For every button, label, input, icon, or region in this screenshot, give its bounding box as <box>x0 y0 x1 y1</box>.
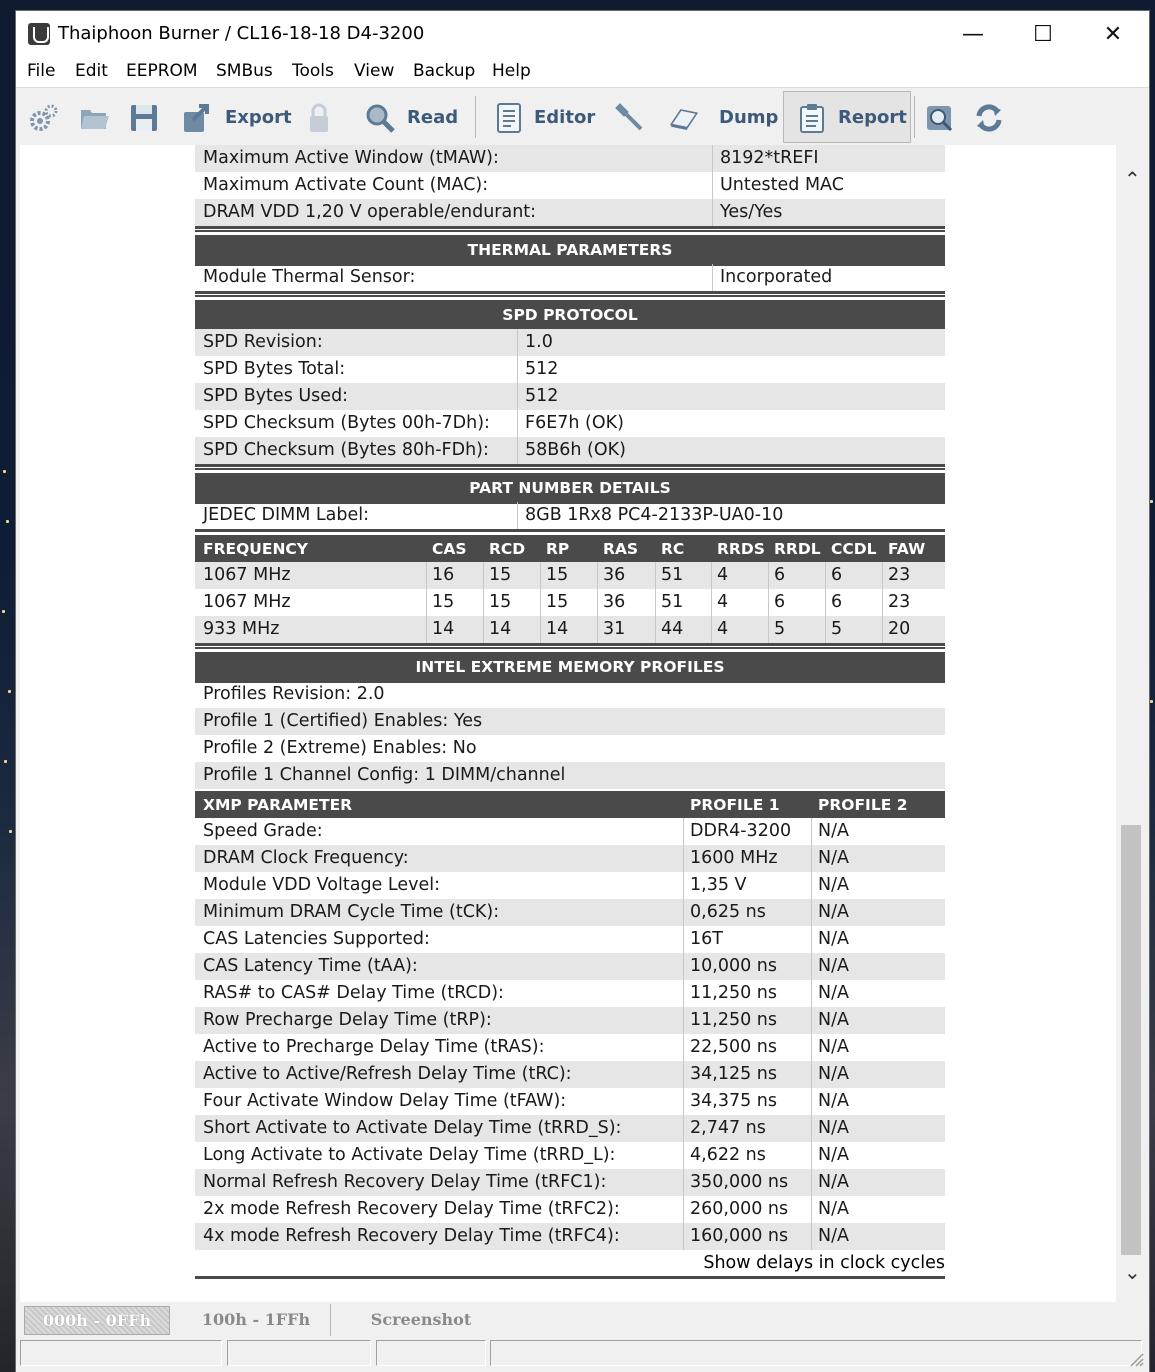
row-label: Module Thermal Sensor: <box>203 267 416 287</box>
section-rule <box>195 291 945 294</box>
section-rule <box>195 1276 945 1279</box>
export-button[interactable]: Export <box>225 107 292 128</box>
frequency-cell: 36 <box>603 592 626 612</box>
xmp-cell: N/A <box>818 875 849 895</box>
cell-divider <box>655 616 656 643</box>
xmp-column-header: XMP PARAMETER <box>203 796 353 814</box>
xmp-info-row <box>195 762 945 789</box>
title-bar[interactable] <box>16 11 1149 57</box>
section-rule <box>195 643 945 646</box>
row-value: Incorporated <box>720 267 833 287</box>
timing-row <box>195 172 945 199</box>
cell-divider <box>426 616 427 643</box>
spd-section-header: SPD PROTOCOL <box>195 297 945 331</box>
cell-divider <box>655 562 656 589</box>
xmp-cell: 160,000 ns <box>690 1226 789 1246</box>
frequency-column-header: RCD <box>489 540 526 558</box>
cell-divider <box>483 616 484 643</box>
cell-divider <box>811 1223 812 1250</box>
cell-divider <box>811 1034 812 1061</box>
cell-divider <box>655 589 656 616</box>
menu-view[interactable]: View <box>354 61 395 81</box>
xmp-cell: N/A <box>818 821 849 841</box>
cell-divider <box>683 953 684 980</box>
xmp-cell: 2,747 ns <box>690 1118 766 1138</box>
xmp-cell: Speed Grade: <box>203 821 323 841</box>
frequency-cell: 36 <box>603 565 626 585</box>
spd-row <box>195 383 945 410</box>
xmp-cell: N/A <box>818 956 849 976</box>
frequency-cell: 15 <box>546 592 569 612</box>
xmp-cell: Active to Precharge Delay Time (tRAS): <box>203 1037 545 1057</box>
xmp-info-row <box>195 681 945 708</box>
cell-divider <box>811 926 812 953</box>
editor-button[interactable]: Editor <box>534 107 596 128</box>
frequency-cell: 6 <box>774 565 786 585</box>
cell-divider <box>683 1142 684 1169</box>
xmp-cell: 34,125 ns <box>690 1064 778 1084</box>
xmp-parameter-row <box>195 1061 945 1088</box>
section-rule <box>195 464 945 467</box>
xmp-cell: N/A <box>818 929 849 949</box>
frequency-cell: 14 <box>489 619 512 639</box>
section-rule <box>195 529 945 532</box>
xmp-parameter-row <box>195 1034 945 1061</box>
xmp-cell: Long Activate to Activate Delay Time (tRRD_L): <box>203 1145 616 1165</box>
xmp-cell: N/A <box>818 848 849 868</box>
menu-help[interactable]: Help <box>492 61 531 81</box>
tab-100h-1ffh[interactable]: 100h - 1FFh <box>201 1310 311 1329</box>
vertical-scrollbar[interactable] <box>1116 145 1148 1302</box>
frequency-cell: 31 <box>603 619 626 639</box>
cell-divider <box>811 953 812 980</box>
read-button[interactable]: Read <box>407 107 459 128</box>
row-label: Profile 1 (Certified) Enables: Yes <box>203 711 483 731</box>
xmp-parameter-row <box>195 1142 945 1169</box>
xmp-cell: 2x mode Refresh Recovery Delay Time (tRFC2): <box>203 1199 620 1219</box>
xmp-cell: 4x mode Refresh Recovery Delay Time (tRFC4): <box>203 1226 620 1246</box>
cell-divider <box>683 980 684 1007</box>
cell-divider <box>683 1115 684 1142</box>
menu-smbus[interactable]: SMBus <box>216 61 273 81</box>
save-disk-icon[interactable] <box>128 102 160 134</box>
frequency-cell: 4 <box>717 592 729 612</box>
status-pane <box>490 1340 1142 1366</box>
row-label: SPD Checksum (Bytes 80h-FDh): <box>203 440 489 460</box>
cell-divider <box>712 172 713 199</box>
xmp-parameter-row <box>195 845 945 872</box>
xmp-cell: N/A <box>818 1064 849 1084</box>
settings-gears-icon[interactable] <box>28 102 60 134</box>
cell-divider <box>683 1088 684 1115</box>
frequency-cell: 15 <box>546 565 569 585</box>
xmp-info-row <box>195 735 945 762</box>
status-pane <box>20 1340 222 1366</box>
cell-divider <box>683 1169 684 1196</box>
cell-divider <box>683 1223 684 1250</box>
cell-divider <box>517 356 518 383</box>
cell-divider <box>768 589 769 616</box>
cell-divider <box>811 872 812 899</box>
xmp-cell: RAS# to CAS# Delay Time (tRCD): <box>203 983 504 1003</box>
cell-divider <box>683 872 684 899</box>
status-bar <box>16 1339 1149 1371</box>
xmp-cell: 1600 MHz <box>690 848 778 868</box>
cell-divider <box>683 818 684 845</box>
row-value: 8192*tREFI <box>720 148 819 168</box>
cell-divider <box>811 1142 812 1169</box>
cell-divider <box>597 589 598 616</box>
xmp-column-header: PROFILE 2 <box>818 796 908 814</box>
search-chip-icon[interactable] <box>923 102 955 134</box>
read-magnifier-icon[interactable] <box>364 102 396 134</box>
cell-divider <box>683 1196 684 1223</box>
wrench-icon[interactable] <box>614 102 646 134</box>
refresh-icon[interactable] <box>973 102 1005 134</box>
row-label: Profiles Revision: 2.0 <box>203 684 385 704</box>
frequency-table-header <box>195 535 945 562</box>
xmp-cell: N/A <box>818 1037 849 1057</box>
row-value: 58B6h (OK) <box>525 440 626 460</box>
cell-divider <box>811 818 812 845</box>
close-button[interactable]: ✕ <box>1103 21 1123 47</box>
frequency-cell: 15 <box>489 565 512 585</box>
section-rule <box>195 226 945 229</box>
cell-divider <box>597 562 598 589</box>
toolbar-separator <box>475 96 476 138</box>
frequency-row <box>195 616 945 643</box>
cell-divider <box>768 616 769 643</box>
xmp-parameter-row <box>195 1169 945 1196</box>
editor-document-icon[interactable] <box>493 102 525 134</box>
report-button[interactable]: Report <box>838 107 907 128</box>
frequency-cell: 16 <box>432 565 455 585</box>
row-label: Maximum Activate Count (MAC): <box>203 175 489 195</box>
menu-edit[interactable]: Edit <box>75 61 108 81</box>
xmp-parameter-row <box>195 1088 945 1115</box>
frequency-cell: 4 <box>717 565 729 585</box>
xmp-cell: 11,250 ns <box>690 983 778 1003</box>
xmp-column-header: PROFILE 1 <box>690 796 780 814</box>
cell-divider <box>683 1007 684 1034</box>
spd-row <box>195 329 945 356</box>
xmp-cell: N/A <box>818 1145 849 1165</box>
xmp-cell: Normal Refresh Recovery Delay Time (tRFC1): <box>203 1172 607 1192</box>
frequency-column-header: FAW <box>888 540 926 558</box>
frequency-cell: 51 <box>661 565 684 585</box>
toolbar <box>16 87 1149 146</box>
resize-grip-icon[interactable] <box>1126 1349 1144 1367</box>
cell-divider <box>882 562 883 589</box>
xmp-cell: 34,375 ns <box>690 1091 778 1111</box>
cell-divider <box>517 383 518 410</box>
frequency-cell: 15 <box>432 592 455 612</box>
xmp-cell: N/A <box>818 1091 849 1111</box>
row-label: SPD Bytes Used: <box>203 386 349 406</box>
menu-eeprom[interactable]: EEPROM <box>126 61 198 81</box>
cell-divider <box>517 437 518 464</box>
frequency-cell: 6 <box>774 592 786 612</box>
cell-divider <box>517 410 518 437</box>
frequency-row <box>195 562 945 589</box>
frequency-cell: 14 <box>546 619 569 639</box>
row-label: Maximum Active Window (tMAW): <box>203 148 499 168</box>
cell-divider <box>811 1169 812 1196</box>
part-number-section-header: PART NUMBER DETAILS <box>195 470 945 504</box>
maximize-button[interactable]: ☐ <box>1033 21 1053 47</box>
tab-separator <box>330 1304 331 1336</box>
cell-divider <box>683 899 684 926</box>
report-clipboard-icon[interactable] <box>796 102 828 134</box>
xmp-cell: CAS Latency Time (tAA): <box>203 956 418 976</box>
bottom-tabs <box>16 1302 1149 1342</box>
cell-divider <box>712 145 713 172</box>
cell-divider <box>712 264 713 291</box>
cell-divider <box>768 562 769 589</box>
xmp-parameter-row <box>195 899 945 926</box>
status-pane <box>376 1340 486 1366</box>
xmp-cell: N/A <box>818 1172 849 1192</box>
xmp-section-header: INTEL EXTREME MEMORY PROFILES <box>195 649 945 683</box>
frequency-column-header: CAS <box>432 540 467 558</box>
frequency-row <box>195 589 945 616</box>
cell-divider <box>825 562 826 589</box>
menu-tools[interactable]: Tools <box>292 61 334 81</box>
xmp-cell: 4,622 ns <box>690 1145 766 1165</box>
row-label: JEDEC DIMM Label: <box>203 505 370 525</box>
xmp-cell: DDR4-3200 <box>690 821 792 841</box>
xmp-cell: DRAM Clock Frequency: <box>203 848 409 868</box>
scrollbar-thumb[interactable] <box>1121 825 1141 1255</box>
frequency-cell: 1067 MHz <box>203 565 291 585</box>
cell-divider <box>811 845 812 872</box>
frequency-column-header: CCDL <box>831 540 877 558</box>
cell-divider <box>712 199 713 226</box>
cell-divider <box>811 899 812 926</box>
xmp-cell: Four Activate Window Delay Time (tFAW): <box>203 1091 567 1111</box>
row-label: DRAM VDD 1,20 V operable/endurant: <box>203 202 537 222</box>
xmp-parameter-row <box>195 1115 945 1142</box>
cell-divider <box>711 562 712 589</box>
frequency-cell: 23 <box>888 565 911 585</box>
frequency-cell: 933 MHz <box>203 619 280 639</box>
lock-icon[interactable] <box>303 102 335 134</box>
window-title: Thaiphoon Burner / CL16-18-18 D4-3200 <box>58 23 425 44</box>
cell-divider <box>811 1196 812 1223</box>
row-value: 8GB 1Rx8 PC4-2133P-UA0-10 <box>525 505 784 525</box>
cell-divider <box>540 589 541 616</box>
xmp-cell: N/A <box>818 902 849 922</box>
cell-divider <box>811 980 812 1007</box>
frequency-cell: 6 <box>831 592 843 612</box>
xmp-cell: 350,000 ns <box>690 1172 789 1192</box>
frequency-column-header: FREQUENCY <box>203 540 309 558</box>
frequency-cell: 23 <box>888 592 911 612</box>
frequency-cell: 5 <box>831 619 843 639</box>
cell-divider <box>683 926 684 953</box>
cell-divider <box>811 1115 812 1142</box>
dump-book-icon[interactable] <box>668 102 700 134</box>
tab-screenshot[interactable]: Screenshot <box>370 1310 472 1329</box>
xmp-parameter-row <box>195 1196 945 1223</box>
cell-divider <box>683 845 684 872</box>
frequency-cell: 14 <box>432 619 455 639</box>
row-label: Profile 2 (Extreme) Enables: No <box>203 738 477 758</box>
timing-row <box>195 145 945 172</box>
xmp-parameter-row <box>195 980 945 1007</box>
thermal-row <box>195 264 945 291</box>
cell-divider <box>882 616 883 643</box>
spd-row <box>195 356 945 383</box>
xmp-cell: 11,250 ns <box>690 1010 778 1030</box>
timing-row <box>195 199 945 226</box>
xmp-parameter-row <box>195 953 945 980</box>
app-logo-icon <box>28 23 50 45</box>
cell-divider <box>825 616 826 643</box>
xmp-parameter-row <box>195 1007 945 1034</box>
spd-row <box>195 437 945 464</box>
cell-divider <box>683 1034 684 1061</box>
row-value: F6E7h (OK) <box>525 413 624 433</box>
xmp-cell: Minimum DRAM Cycle Time (tCK): <box>203 902 500 922</box>
menu-backup[interactable]: Backup <box>413 61 476 81</box>
xmp-cell: N/A <box>818 1226 849 1246</box>
cell-divider <box>517 502 518 529</box>
xmp-cell: N/A <box>818 1199 849 1219</box>
cell-divider <box>811 1061 812 1088</box>
xmp-cell: N/A <box>818 983 849 1003</box>
row-value: Yes/Yes <box>720 202 783 222</box>
cell-divider <box>426 562 427 589</box>
cell-divider <box>597 616 598 643</box>
xmp-cell: CAS Latencies Supported: <box>203 929 430 949</box>
export-icon[interactable] <box>181 102 213 134</box>
minimize-button[interactable]: — <box>962 21 984 47</box>
cell-divider <box>540 616 541 643</box>
cell-divider <box>683 1061 684 1088</box>
frequency-column-header: RAS <box>603 540 639 558</box>
xmp-cell: 22,500 ns <box>690 1037 778 1057</box>
cell-divider <box>825 589 826 616</box>
xmp-cell: 16T <box>690 929 723 949</box>
xmp-cell: N/A <box>818 1118 849 1138</box>
report-view <box>20 145 1128 1302</box>
cell-divider <box>483 589 484 616</box>
spd-row <box>195 410 945 437</box>
frequency-column-header: RRDL <box>774 540 821 558</box>
status-pane <box>227 1340 371 1366</box>
xmp-cell: 1,35 V <box>690 875 747 895</box>
xmp-footer-row <box>195 1250 945 1277</box>
cell-divider <box>483 562 484 589</box>
frequency-column-header: RRDS <box>717 540 765 558</box>
row-value: 512 <box>525 359 559 379</box>
xmp-parameter-row <box>195 872 945 899</box>
cell-divider <box>882 589 883 616</box>
cell-divider <box>711 589 712 616</box>
frequency-cell: 44 <box>661 619 684 639</box>
xmp-parameter-row <box>195 818 945 845</box>
xmp-cell: Active to Active/Refresh Delay Time (tRC): <box>203 1064 572 1084</box>
cell-divider <box>517 329 518 356</box>
toolbar-separator <box>914 96 915 138</box>
app-window <box>16 11 1149 1372</box>
row-label: SPD Bytes Total: <box>203 359 346 379</box>
frequency-cell: 6 <box>831 565 843 585</box>
open-folder-icon[interactable] <box>78 102 110 134</box>
cell-divider <box>426 589 427 616</box>
xmp-parameter-row <box>195 1223 945 1250</box>
frequency-cell: 5 <box>774 619 786 639</box>
xmp-table-header <box>195 791 945 818</box>
xmp-parameter-row <box>195 926 945 953</box>
xmp-cell: 260,000 ns <box>690 1199 789 1219</box>
xmp-info-row <box>195 708 945 735</box>
show-delays-in-clock-cycles-link[interactable]: Show delays in clock cycles <box>703 1253 945 1273</box>
frequency-cell: 51 <box>661 592 684 612</box>
row-value: 1.0 <box>525 332 553 352</box>
cell-divider <box>811 1007 812 1034</box>
xmp-cell: Short Activate to Activate Delay Time (tRRD_S): <box>203 1118 622 1138</box>
cell-divider <box>540 562 541 589</box>
xmp-cell: Module VDD Voltage Level: <box>203 875 440 895</box>
frequency-column-header: RP <box>546 540 570 558</box>
xmp-cell: 0,625 ns <box>690 902 766 922</box>
tab-000h-0ffh[interactable]: 000h - 0FFh <box>24 1306 170 1335</box>
xmp-cell: 10,000 ns <box>690 956 778 976</box>
frequency-cell: 20 <box>888 619 911 639</box>
dump-button[interactable]: Dump <box>719 107 779 128</box>
row-label: Profile 1 Channel Config: 1 DIMM/channel <box>203 765 566 785</box>
xmp-cell: Row Precharge Delay Time (tRP): <box>203 1010 492 1030</box>
frequency-column-header: RC <box>661 540 685 558</box>
scroll-up-icon[interactable]: ⌃ <box>1124 167 1141 191</box>
row-value: Untested MAC <box>720 175 844 195</box>
menu-file[interactable]: File <box>27 61 56 81</box>
xmp-cell: N/A <box>818 1010 849 1030</box>
row-value: 512 <box>525 386 559 406</box>
menu-bar <box>16 57 1149 87</box>
cell-divider <box>811 1088 812 1115</box>
cell-divider <box>711 616 712 643</box>
part-row <box>195 502 945 529</box>
frequency-cell: 4 <box>717 619 729 639</box>
thermal-section-header: THERMAL PARAMETERS <box>195 232 945 266</box>
frequency-cell: 1067 MHz <box>203 592 291 612</box>
row-label: SPD Revision: <box>203 332 323 352</box>
row-label: SPD Checksum (Bytes 00h-7Dh): <box>203 413 490 433</box>
frequency-cell: 15 <box>489 592 512 612</box>
scroll-down-icon[interactable]: ⌄ <box>1124 1260 1141 1284</box>
